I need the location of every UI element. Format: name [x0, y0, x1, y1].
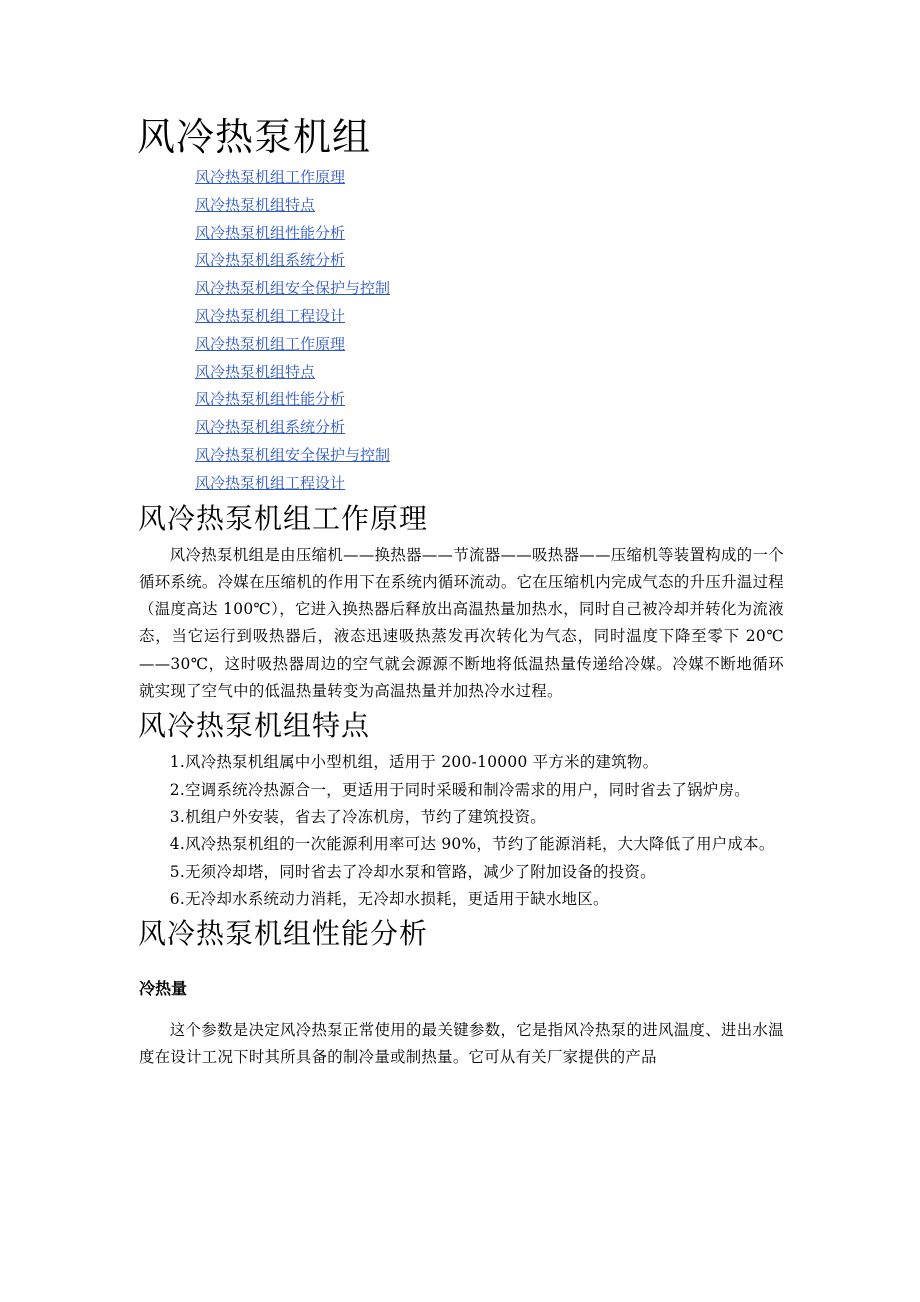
- toc-item: [195, 275, 784, 303]
- document-page: [139, 112, 784, 1072]
- feature-item: 1.风冷热泵机组属中小型机组，适用于 200-10000 平方米的建筑物。: [169, 753, 659, 772]
- performance-paragraph: 这个参数是决定风冷热泵正常使用的最关键参数，它是指风冷热泵的进风温度、进出水温度在设计工况下时其所具备的制冷量或制热量。它可从有关厂家提供的产品: [139, 1021, 784, 1067]
- toc-link-system-2[interactable]: 风冷热泵机组系统分析: [195, 418, 346, 437]
- toc-item: [195, 414, 784, 442]
- toc-item: [195, 247, 784, 275]
- toc-item: [195, 386, 784, 414]
- feature-item: 2.空调系统冷热源合一，更适用于同时采暖和制冷需求的用户，同时省去了锅炉房。: [169, 780, 750, 799]
- toc-item: [195, 192, 784, 220]
- features-list: [139, 749, 784, 913]
- feature-item: 3.机组户外安装，省去了冷冻机房，节约了建筑投资。: [169, 807, 546, 826]
- subheading-capacity: 冷热量: [139, 979, 188, 999]
- table-of-contents: [195, 164, 784, 498]
- toc-link-features-2[interactable]: 风冷热泵机组特点: [195, 362, 316, 381]
- feature-item: 4.风冷热泵机组的一次能源利用率可达 90%，节约了能源消耗，大大降低了用户成本。: [169, 835, 775, 854]
- toc-item: [195, 442, 784, 470]
- toc-item: [195, 164, 784, 192]
- feature-item: 6.无冷却水系统动力消耗，无冷却水损耗，更适用于缺水地区。: [169, 889, 609, 908]
- section-heading-principle: 风冷热泵机组工作原理: [138, 501, 429, 535]
- principle-paragraph: 风冷热泵机组是由压缩机——换热器——节流器——吸热器——压缩机等装置构成的一个循环系统。冷媒在压缩机的作用下在系统内循环流动。它在压缩机内完成气态的升压升温过程（温度高达 100℃），它进入换热器后释放出高温热量加热水，同时自己被冷却并转化为流液态，当它运行到吸热器后，液态迅速吸热蒸发再次转化为气态，同时温度下降至零下 20℃——30℃，这时吸热器周边的空气就会源源不断地将低温热量传递给冷媒。冷媒不断地循环就实现了空气中的低温热量转变为高温热量并加热冷水过程。: [139, 545, 784, 701]
- toc-link-safety[interactable]: 风冷热泵机组安全保护与控制: [195, 279, 391, 298]
- toc-link-working-principle[interactable]: 风冷热泵机组工作原理: [195, 168, 346, 186]
- toc-item: [195, 220, 784, 248]
- toc-link-features[interactable]: 风冷热泵机组特点: [195, 195, 316, 214]
- section-heading-performance: 风冷热泵机组性能分析: [138, 917, 429, 951]
- toc-item: [195, 303, 784, 331]
- section-heading-features: 风冷热泵机组特点: [138, 709, 371, 743]
- toc-link-safety-2[interactable]: 风冷热泵机组安全保护与控制: [195, 445, 391, 464]
- toc-link-performance-2[interactable]: 风冷热泵机组性能分析: [195, 390, 346, 409]
- toc-item: [195, 470, 784, 498]
- toc-link-engineering-2[interactable]: 风冷热泵机组工程设计: [195, 473, 346, 492]
- toc-link-system[interactable]: 风冷热泵机组系统分析: [195, 251, 346, 270]
- toc-link-working-principle-2[interactable]: 风冷热泵机组工作原理: [195, 334, 346, 353]
- document-title: 风冷热泵机组: [137, 115, 372, 159]
- feature-item: 5.无须冷却塔，同时省去了冷却水泵和管路，减少了附加设备的投资。: [169, 862, 656, 881]
- toc-link-performance[interactable]: 风冷热泵机组性能分析: [195, 223, 346, 242]
- toc-item: [195, 331, 784, 359]
- toc-item: [195, 359, 784, 387]
- toc-link-engineering[interactable]: 风冷热泵机组工程设计: [195, 306, 346, 325]
